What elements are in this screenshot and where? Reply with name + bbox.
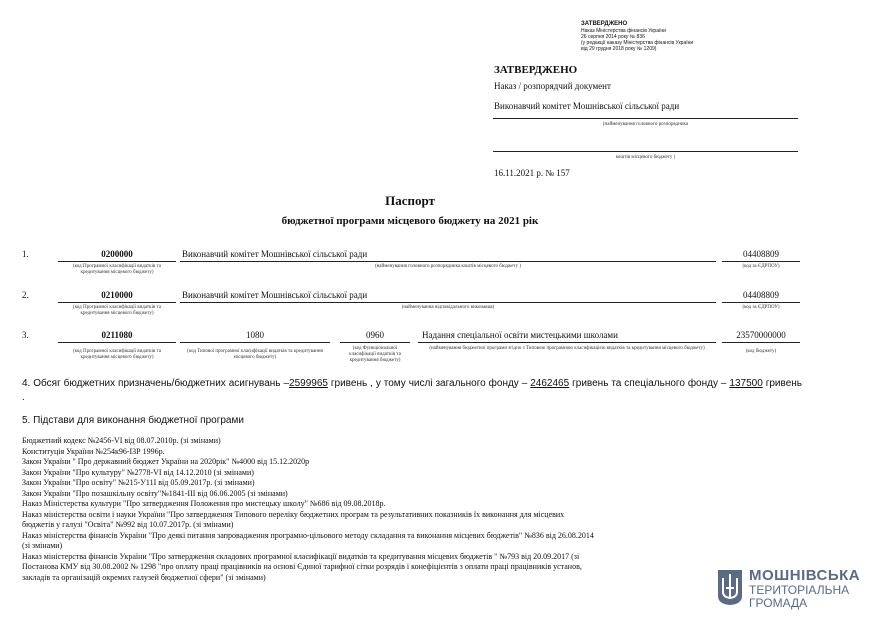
watermark-line: ГРОМАДА <box>749 596 808 610</box>
legal-basis-item: закладів та організацій окремих галузей бюджетної сфери" (зі змінами) <box>22 572 266 582</box>
field-rule <box>180 261 716 262</box>
approval-order: Наказ / розпорядчий документ <box>494 81 611 91</box>
legal-basis-item: Наказ міністерства освіти і науки України "Про затвердження Типового переліку бюджетних програм та результативних показників їх виконання для місцевих <box>22 509 565 519</box>
field-rule <box>722 302 800 303</box>
approval-rule <box>493 118 798 119</box>
field-rule <box>418 342 716 343</box>
section-4-text: гривень , у тому числі загального фонду – <box>330 378 528 389</box>
legal-basis-item: Наказ міністерства фінансів України "Про деякі питання запровадження програмно-цільового методу складання та виконання місцевих бюджетів" №836 від 26.08.2014 <box>22 530 594 540</box>
legal-basis-item: Наказ міністерства фінансів України "Про затвердження складових програмної класифікації видатків та кредитування місцевих бюджетів " №793 від 20.09.2017 (зі <box>22 551 580 561</box>
top-approval-block <box>581 20 781 52</box>
field-caption: (код Функціональної класифікації видатків та кредитування бюджету) <box>349 346 401 363</box>
field-caption: (найменування головного розпорядника коштів місцевого бюджету ) <box>374 264 522 269</box>
field-caption: (код Типової програмної класифікації видатків та кредитування місцевого бюджету) <box>187 349 323 360</box>
field-caption: (найменування бюджетної програми згідно з Типовою програмною класифікацією видатків та кредитування місцевого бюджету) <box>429 346 705 351</box>
field-rule <box>180 302 716 303</box>
community-watermark <box>716 566 866 612</box>
fkv-code: 0960 <box>366 330 384 340</box>
program-code: 0210000 <box>101 290 133 300</box>
legal-basis-item: Закон України " Про державний бюджет України на 2020рік" №4000 від 15.12.2020р <box>22 457 310 466</box>
field-caption: (код бюджету) <box>745 349 777 354</box>
trident-icon <box>716 568 744 606</box>
section-4 <box>22 377 802 405</box>
field-caption: (код Програмної класифікації видатків та кредитування місцевого бюджету) <box>72 305 162 316</box>
legal-basis-item: Наказ Міністерства культури "Про затвердження Положення про мистецьку школу" №686 від 09.08.2018р. <box>22 499 386 508</box>
approval-org: Виконавчий комітет Мошнівської сільської ради <box>494 101 680 111</box>
general-fund-amount: 2462465 <box>530 378 570 389</box>
field-rule <box>58 302 176 303</box>
special-fund-amount: 137500 <box>729 378 763 389</box>
section-4-text: гривень та спеціального фонду – <box>572 378 727 389</box>
field-caption: (код за ЄДРПОУ) <box>742 305 780 310</box>
legal-basis-item: бюджетів у галузі "Освіта" №992 від 10.07.2017р. (зі змінами) <box>22 520 234 529</box>
legal-basis-item: Закон України "Про освіту" №215-У11І від 05.09.2017р. (зі змінами) <box>22 478 255 487</box>
page-title: Паспорт <box>385 193 435 208</box>
legal-basis-item: Постанова КМУ від 30.08.2002 № 1298 "про оплату праці працівників на основі Єдиної тарифної сітки розрядів і конефіцієнтів з оплати праці працівників установ, <box>22 562 582 571</box>
row-number: 3. <box>22 330 29 340</box>
total-amount: 2599965 <box>289 378 328 389</box>
section-5-title: 5. Підстави для виконання бюджетної програми <box>22 415 244 426</box>
edrpou-code: 04408809 <box>743 249 779 259</box>
top-approval-line: Наказ Міністерства фінансів України <box>581 28 666 34</box>
approval-rule <box>493 151 798 152</box>
watermark-line: ТЕРИТОРІАЛЬНА <box>749 583 850 597</box>
row-number: 1. <box>22 249 29 259</box>
top-approval-line: від 29 грудня 2018 року № 1209) <box>581 46 657 52</box>
legal-basis-item: (зі змінами) <box>22 541 63 550</box>
legal-basis-item: Конституція України №254к96-ІЗР 1996р. <box>22 446 165 456</box>
executor-name: Виконавчий комітет Мошнівської сільської ради <box>182 290 368 300</box>
approval-title: ЗАТВЕРДЖЕНО <box>494 64 578 76</box>
approval-date: 16.11.2021 р. № 157 <box>494 168 570 178</box>
top-approval-line: 26 серпня 2014 року № 836 <box>581 34 645 40</box>
program-name: Надання спеціальної освіти мистецькими школами <box>422 330 618 340</box>
program-name: Виконавчий комітет Мошнівської сільської ради <box>182 249 368 259</box>
field-caption: (найменування відповідального виконавця) <box>401 305 495 310</box>
field-caption: (код Програмної класифікації видатків та кредитування місцевого бюджету) <box>72 349 162 360</box>
field-rule <box>722 342 800 343</box>
row-number: 2. <box>22 290 29 300</box>
legal-basis-list <box>22 436 722 583</box>
section-4-text: 4. Обсяг бюджетних призначень/бюджетних асигнувань – <box>22 378 290 389</box>
top-approval-line: (у редакції наказу Міністерства фінансів України <box>581 40 694 46</box>
field-rule <box>722 261 800 262</box>
edrpou-code: 04408809 <box>743 290 779 300</box>
field-caption: (код Програмної класифікації видатків та кредитування місцевого бюджету) <box>72 264 162 275</box>
page-subtitle: бюджетної програми місцевого бюджету на 2021 рік <box>281 215 539 227</box>
legal-basis-item: Закон України "Про позашкільну освіту"№1841-ІІІ від 06.06.2005 (зі змінами) <box>22 488 288 498</box>
legal-basis-item: Бюджетний кодекс №2456-VI від 08.07.2010р. (зі змінами) <box>22 436 221 445</box>
field-rule <box>58 261 176 262</box>
program-code: 0211080 <box>101 330 133 340</box>
legal-basis-item: Закон України "Про культуру" №2778-VI від 14.12.2010 (зі змінами) <box>22 467 254 477</box>
approval-caption: (найменування головного розпорядника <box>602 122 689 127</box>
budget-code: 23570000000 <box>736 330 786 340</box>
field-caption: (код за ЄДРПОУ) <box>742 264 780 269</box>
field-rule <box>180 342 330 343</box>
tpkv-code: 1080 <box>246 330 264 340</box>
watermark-line: МОШНІВСЬКА <box>749 567 861 584</box>
section-4-text: гривень . <box>22 378 803 403</box>
field-rule <box>58 342 176 343</box>
field-rule <box>340 342 410 343</box>
program-code: 0200000 <box>101 249 133 259</box>
approval-caption: коштів місцевого бюджету ) <box>615 155 676 160</box>
top-approval-title: ЗАТВЕРДЖЕНО <box>581 21 628 27</box>
